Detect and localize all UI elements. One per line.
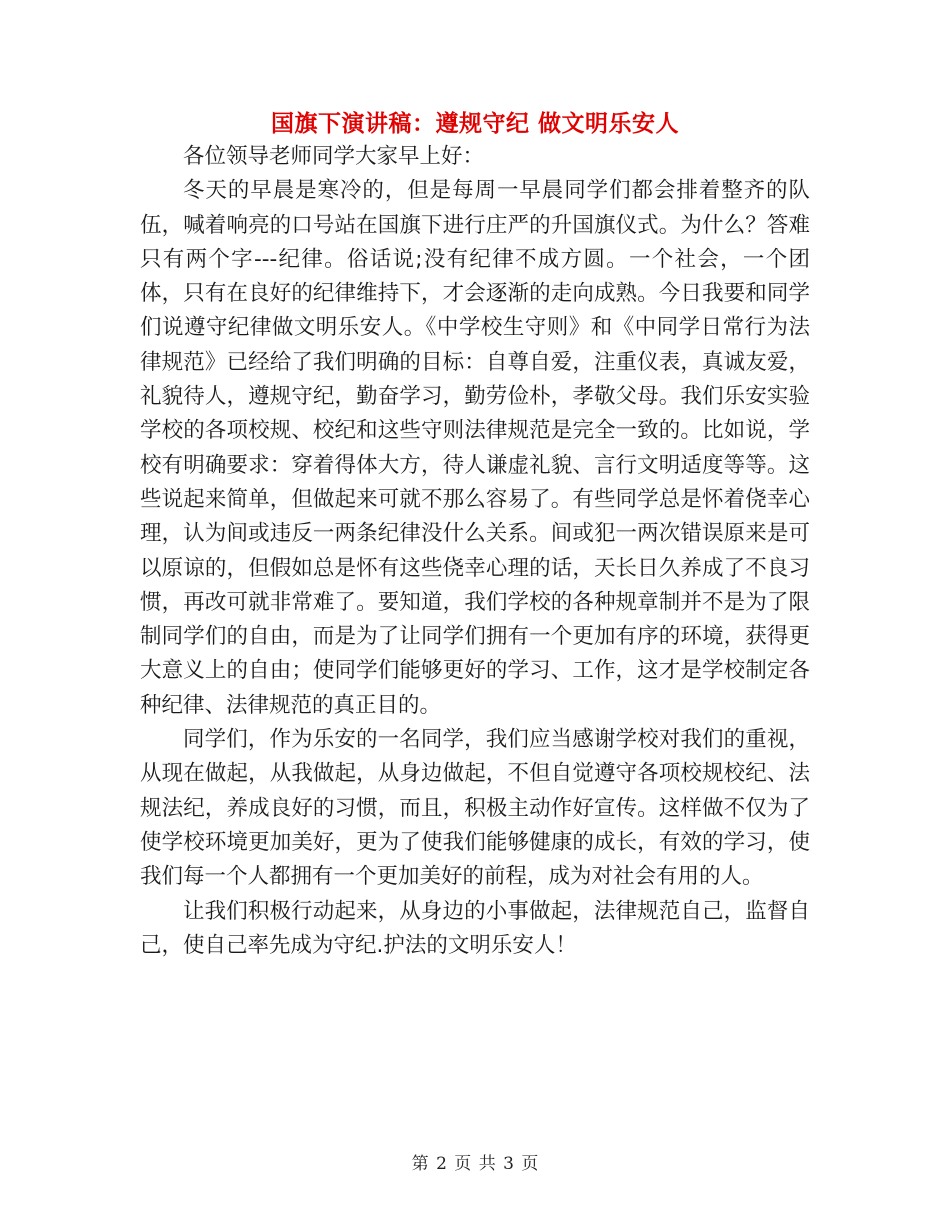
closing-paragraph: 让我们积极行动起来，从身边的小事做起，法律规范自己，监督自己，使自己率先成为守纪.护法的文明乐安人！ <box>140 898 810 958</box>
body-paragraph: 冬天的早晨是寒冷的，但是每周一早晨同学们都会排着整齐的队伍，喊着响亮的口号站在国旗下进行庄严的升国旗仪式。为什么？答难只有两个字---纪律。俗话说;没有纪律不成方圆。一个社会，一个团体，只有在良好的纪律维持下，才会逐渐的走向成熟。今日我要和同学们说遵守纪律做文明乐安人。《中学校生守则》和《中同学日常行为法律规范》已经给了我们明确的目标：自尊自爱，注重仪表，真诚友爱，礼貌待人，遵规守纪，勤奋学习，勤劳俭朴，孝敬父母。我们乐安实验学校的各项校规、校纪和这些守则法律规范是完全一致的。比如说，学校有明确要求：穿着得体大方，待人谦虚礼貌、言行文明适度等等。这些说起来简单，但做起来可就不那么容易了。有些同学总是怀着侥幸心理，认为间或违反一两条纪律没什么关系。间或犯一两次错误原来是可以原谅的，但假如总是怀有这些侥幸心理的话，天长日久养成了不良习惯，再改可就非常难了。要知道，我们学校的各种规章制并不是为了限制同学们的自由，而是为了让同学们拥有一个更加有序的环境，获得更大意义上的自由；使同学们能够更好的学习、工作，这才是学校制定各种纪律、法律规范的真正目的。 <box>140 178 810 718</box>
document-body <box>140 140 810 963</box>
body-paragraph: 同学们，作为乐安的一名同学，我们应当感谢学校对我们的重视，从现在做起，从我做起，从身边做起，不但自觉遵守各项校规校纪、法规法纪，养成良好的习惯，而且，积极主动作好宣传。这样做不仅为了使学校环境更加美好，更为了使我们能够健康的成长，有效的学习，使我们每一个人都拥有一个更加美好的前程，成为对社会有用的人。 <box>140 727 810 890</box>
page-number-footer: 第 2 页 共 3 页 <box>411 1154 539 1174</box>
greeting-paragraph: 各位领导老师同学大家早上好： <box>183 144 485 169</box>
document-title: 国旗下演讲稿：遵规守纪 做文明乐安人 <box>270 111 679 137</box>
